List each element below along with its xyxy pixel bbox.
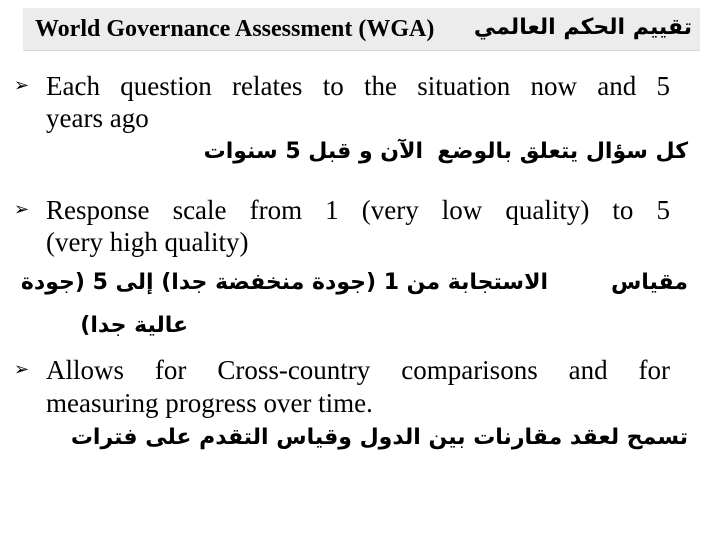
bullet-2-arabic-a: مقياس — [610, 270, 688, 295]
bullet-2-line-1: Response scale from 1 (very low quality) to 5 — [46, 195, 670, 225]
bullet-3-line-2: measuring progress over time. — [46, 388, 373, 418]
title-arabic: تقييم الحكم العالمي — [473, 15, 692, 40]
bullet-1-arabic-a: كل سؤال يتعلق بالوضع — [437, 139, 688, 164]
bullet-3-arabic-a: تسمح لعقد مقارنات بين الدول وقياس التقدم على فترات — [70, 425, 688, 450]
bullet-arrow-icon: ➢ — [14, 199, 30, 220]
title-english: World Governance Assessment (WGA) — [35, 16, 435, 42]
bullet-2-arabic-b: الاستجابة من 1 (جودة منخفضة جدا) إلى 5 (جودة — [20, 270, 548, 295]
bullet-1-line-1: Each question relates to the situation now and 5 — [46, 71, 670, 101]
bullet-3-line-1: Allows for Cross-country comparisons and for — [46, 355, 670, 385]
title-bar — [23, 8, 700, 51]
bullet-2-arabic-c: عالية جدا) — [80, 313, 188, 338]
bullet-1-line-2: years ago — [46, 103, 149, 133]
bullet-arrow-icon: ➢ — [14, 75, 30, 96]
bullet-arrow-icon: ➢ — [14, 359, 30, 380]
bullet-2-line-2: (very high quality) — [46, 227, 249, 257]
bullet-1-arabic-b: الآن و قبل 5 سنوات — [203, 139, 423, 164]
